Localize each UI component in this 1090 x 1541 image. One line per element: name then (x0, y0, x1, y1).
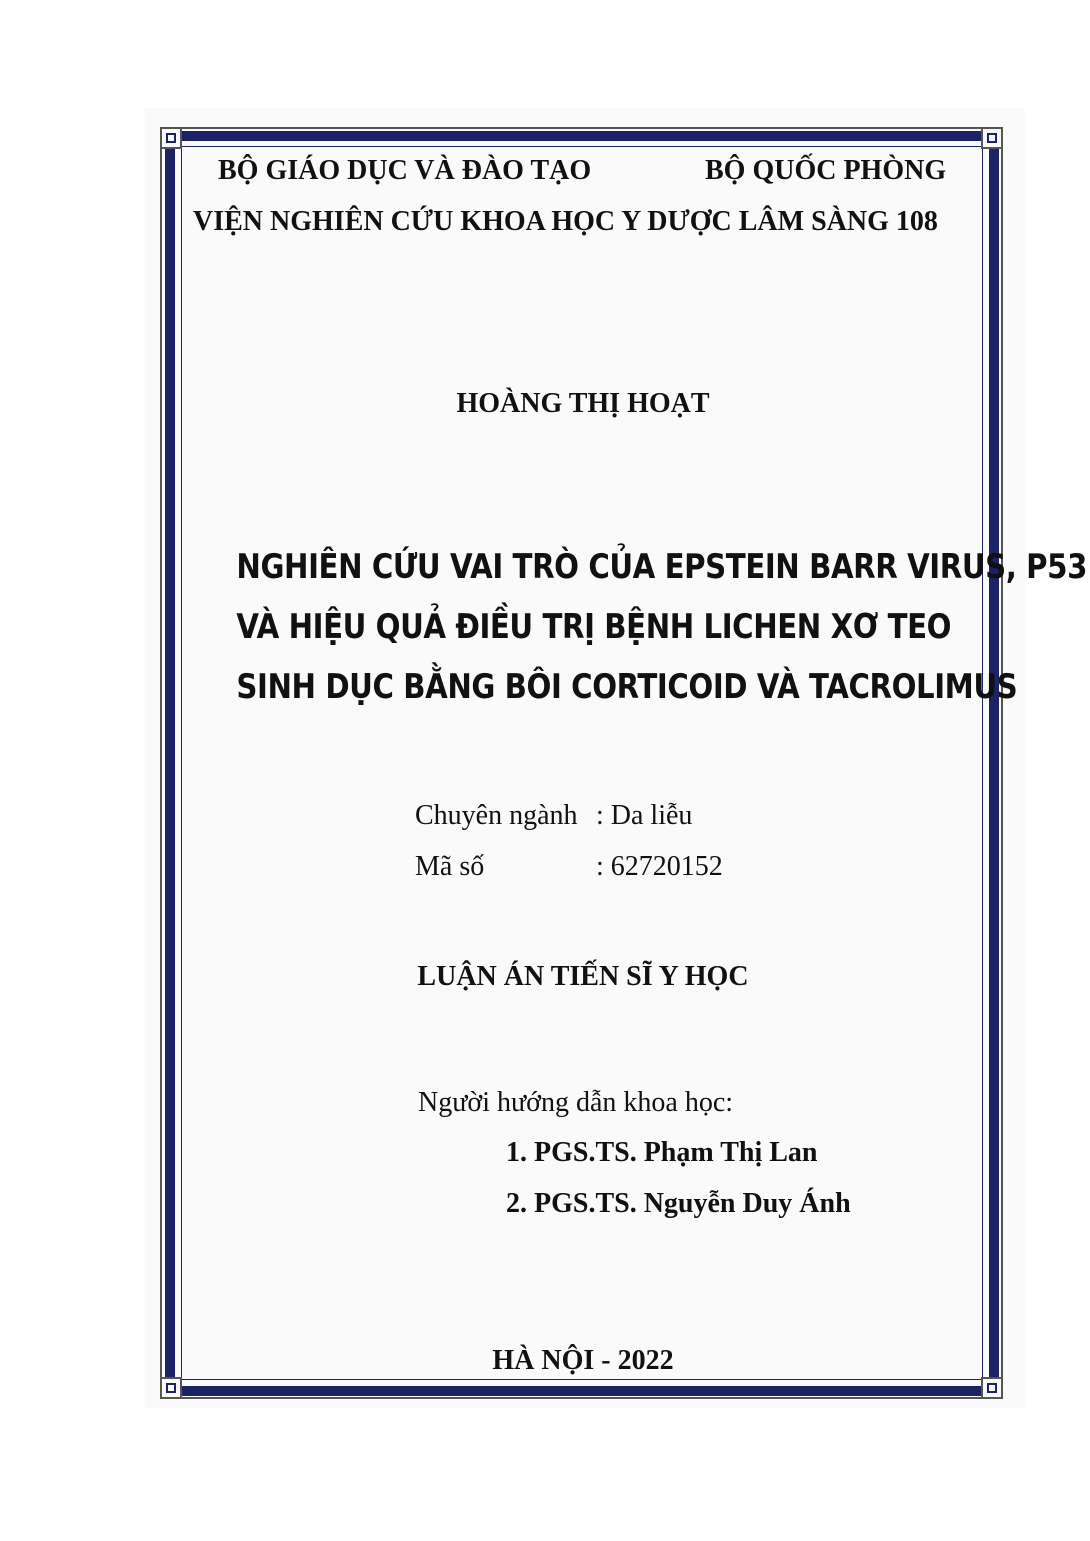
specialty-value: : Da liễu (596, 800, 693, 831)
specialty-label: Chuyên ngành (415, 800, 578, 831)
thesis-title-line-3: SINH DỤC BẰNG BÔI CORTICOID VÀ TACROLIMUS (236, 667, 1018, 707)
advisors-label: Người hướng dẫn khoa học: (418, 1087, 734, 1118)
corner-ornament-top-right (981, 127, 1003, 149)
thesis-title (236, 537, 1088, 717)
advisor-2: 2. PGS.TS. Nguyễn Duy Ánh (506, 1188, 851, 1219)
corner-ornament-bottom-right (981, 1377, 1003, 1399)
place-year: HÀ NỘI - 2022 (492, 1345, 674, 1376)
code-label: Mã số (415, 851, 485, 882)
ministry-education: BỘ GIÁO DỤC VÀ ĐÀO TẠO (218, 155, 592, 186)
ministry-defense: BỘ QUỐC PHÒNG (705, 155, 947, 186)
author-name: HOÀNG THỊ HOẠT (456, 388, 710, 419)
thesis-title-line-2: VÀ HIỆU QUẢ ĐIỀU TRỊ BỆNH LICHEN XƠ TEO (236, 607, 952, 647)
thesis-title-line-1: NGHIÊN CỨU VAI TRÒ CỦA EPSTEIN BARR VIRUS, P53 (236, 547, 1088, 587)
institute-name: VIỆN NGHIÊN CỨU KHOA HỌC Y DƯỢC LÂM SÀNG 108 (193, 206, 938, 237)
advisor-1: 1. PGS.TS. Phạm Thị Lan (506, 1137, 818, 1168)
code-value: : 62720152 (596, 851, 723, 882)
corner-ornament-top-left (160, 127, 182, 149)
corner-ornament-bottom-left (160, 1377, 182, 1399)
degree-title: LUẬN ÁN TIẾN SĨ Y HỌC (417, 961, 749, 992)
